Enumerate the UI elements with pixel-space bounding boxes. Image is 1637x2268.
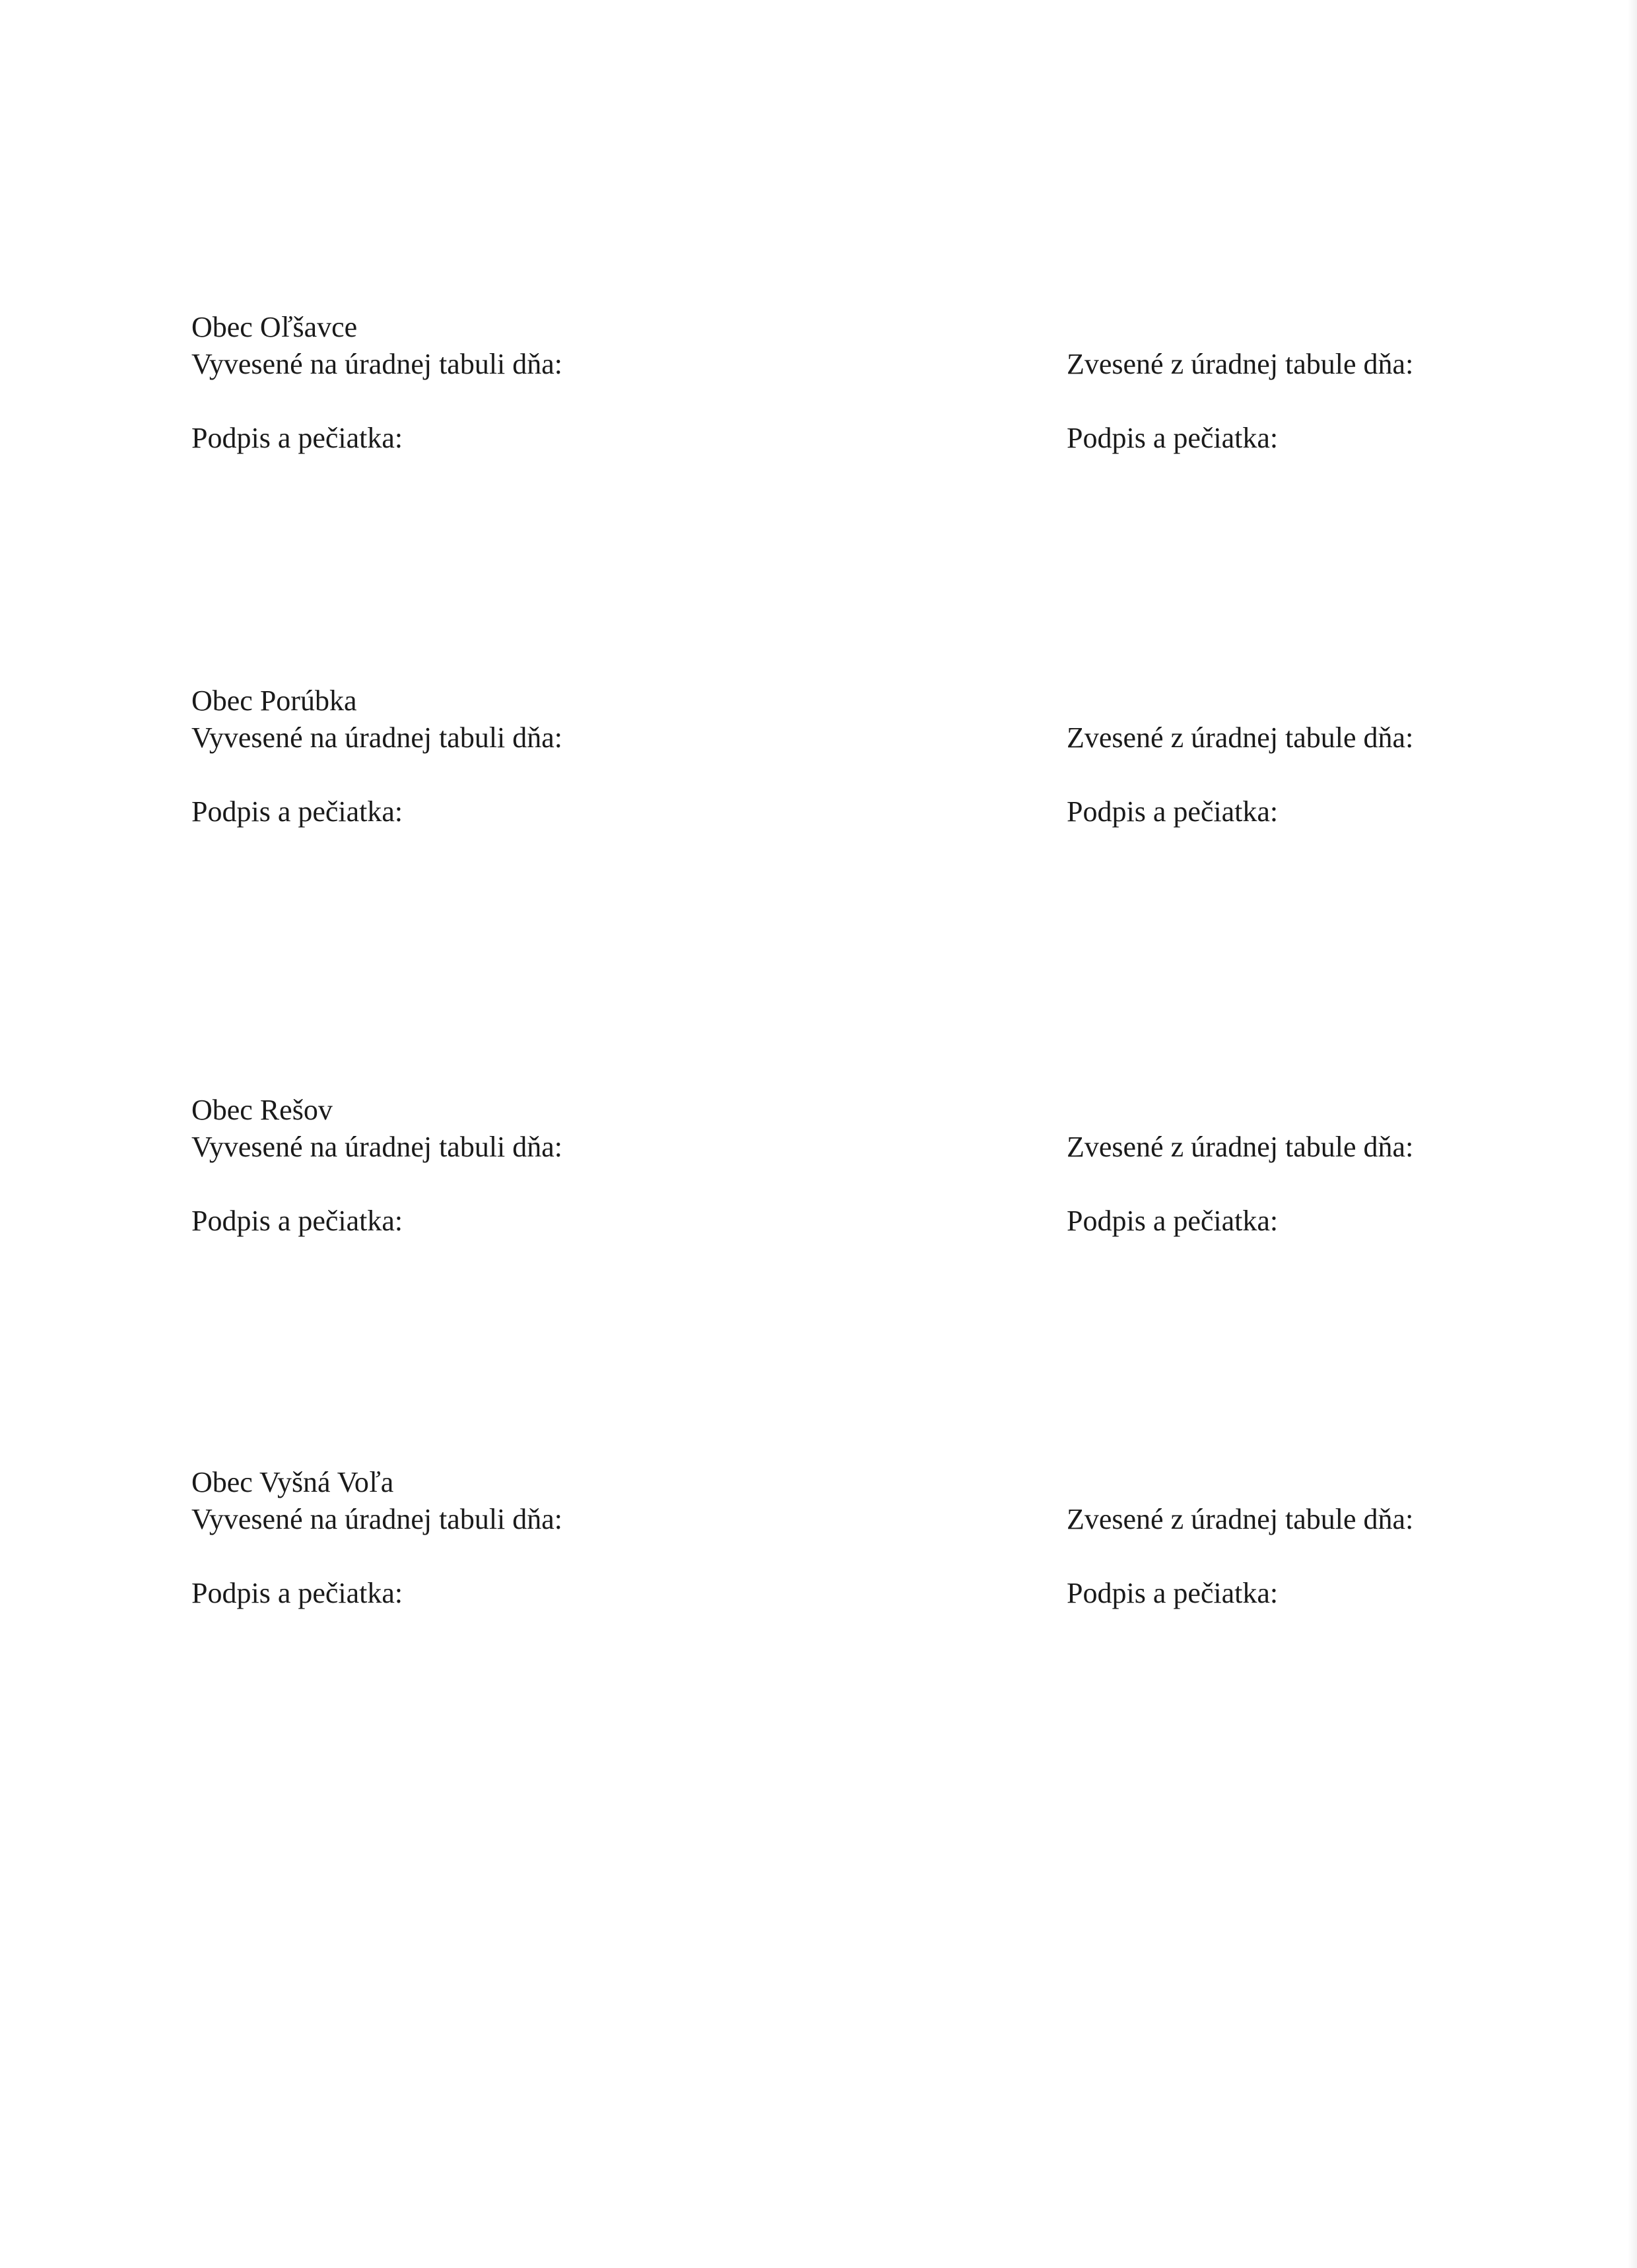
posted-date-label: Vyvesené na úradnej tabuli dňa: xyxy=(191,721,563,754)
signature-label-left: Podpis a pečiatka: xyxy=(191,1577,403,1609)
removed-date-label: Zvesené z úradnej tabule dňa: xyxy=(1067,1131,1414,1163)
signature-label-left: Podpis a pečiatka: xyxy=(191,422,403,454)
signature-label-right: Podpis a pečiatka: xyxy=(1067,795,1279,828)
municipality-block-resov xyxy=(0,1092,1637,1263)
removed-date-label: Zvesené z úradnej tabule dňa: xyxy=(1067,348,1414,380)
municipality-name: Obec Oľšavce xyxy=(191,311,358,343)
posted-date-label: Vyvesené na úradnej tabuli dňa: xyxy=(191,1131,563,1163)
posted-date-label: Vyvesené na úradnej tabuli dňa: xyxy=(191,1503,563,1535)
posted-date-label: Vyvesené na úradnej tabuli dňa: xyxy=(191,348,563,380)
removed-date-label: Zvesené z úradnej tabule dňa: xyxy=(1067,721,1414,754)
municipality-name: Obec Vyšná Voľa xyxy=(191,1466,394,1498)
signature-label-left: Podpis a pečiatka: xyxy=(191,795,403,828)
signature-label-right: Podpis a pečiatka: xyxy=(1067,422,1279,454)
municipality-block-porubka xyxy=(0,683,1637,854)
signature-label-right: Podpis a pečiatka: xyxy=(1067,1577,1279,1609)
signature-label-left: Podpis a pečiatka: xyxy=(191,1205,403,1237)
municipality-block-vysna-vola xyxy=(0,1464,1637,1636)
municipality-name: Obec Rešov xyxy=(191,1094,333,1126)
municipality-block-olsavce xyxy=(0,309,1637,481)
scan-edge-shadow xyxy=(1628,0,1637,2268)
removed-date-label: Zvesené z úradnej tabule dňa: xyxy=(1067,1503,1414,1535)
signature-label-right: Podpis a pečiatka: xyxy=(1067,1205,1279,1237)
municipality-name: Obec Porúbka xyxy=(191,684,357,717)
